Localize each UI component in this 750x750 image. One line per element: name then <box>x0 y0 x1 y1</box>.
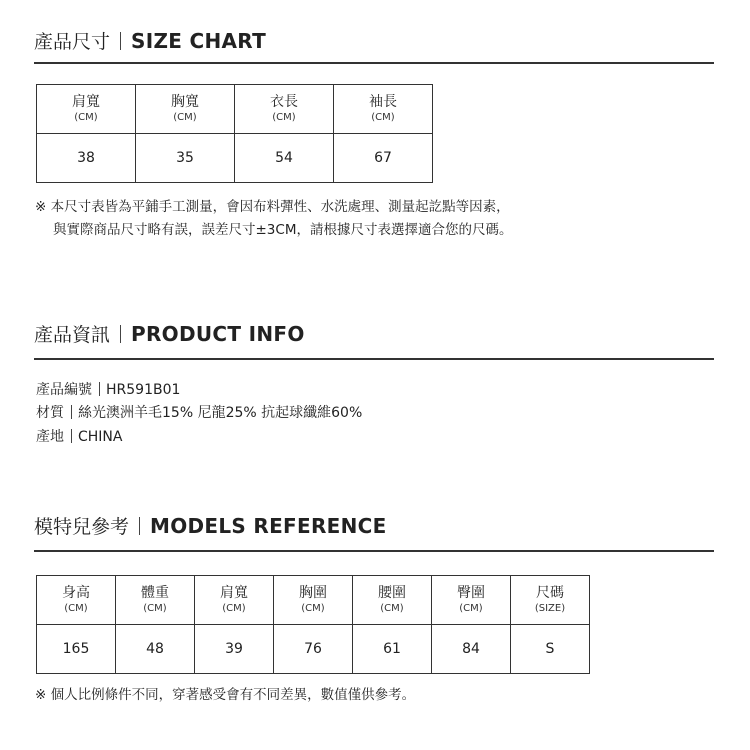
title-divider <box>139 517 140 535</box>
table-header-cell <box>136 85 235 134</box>
product-info-title-en: PRODUCT INFO <box>131 322 305 346</box>
models-reference-note: ※ 個人比例條件不同，穿著感受會有不同差異，數值僅供參考。 <box>35 687 416 703</box>
info-key: 產品編號 <box>36 382 92 398</box>
models-reference-table <box>36 575 590 674</box>
size-chart-title <box>34 31 266 52</box>
title-divider <box>120 325 121 343</box>
table-cell: 48 <box>116 625 195 674</box>
header-unit: (CM) <box>173 112 197 123</box>
table-row <box>37 134 433 183</box>
table-cell: 38 <box>37 134 136 183</box>
table-cell: 35 <box>136 134 235 183</box>
header-label: 衣長 <box>270 94 298 110</box>
table-cell: 67 <box>334 134 433 183</box>
header-label: 腰圍 <box>378 585 406 601</box>
table-header-cell <box>334 85 433 134</box>
table-cell: 84 <box>432 625 511 674</box>
table-cell: 61 <box>353 625 432 674</box>
header-unit: (SIZE) <box>534 603 566 614</box>
table-header-cell <box>195 576 274 625</box>
header-unit: (CM) <box>143 603 167 614</box>
models-reference-title-en: MODELS REFERENCE <box>150 514 387 538</box>
header-label: 尺碼 <box>536 585 564 601</box>
table-cell: S <box>511 625 590 674</box>
info-divider <box>99 382 100 396</box>
info-divider <box>71 405 72 419</box>
header-unit: (CM) <box>371 112 395 123</box>
header-unit: (CM) <box>222 603 246 614</box>
table-row <box>37 625 590 674</box>
table-header-cell <box>235 85 334 134</box>
table-header-cell <box>37 576 116 625</box>
header-unit: (CM) <box>272 112 296 123</box>
table-cell: 165 <box>37 625 116 674</box>
header-label: 袖長 <box>369 94 397 110</box>
table-header-cell <box>353 576 432 625</box>
size-chart-note-line1: ※ 本尺寸表皆為平鋪手工測量，會因布料彈性、水洗處理、測量起訖點等因素， <box>35 199 510 215</box>
info-value: CHINA <box>78 429 123 445</box>
size-chart-title-zh: 產品尺寸 <box>34 31 111 53</box>
section-rule <box>34 62 714 64</box>
header-label: 胸圍 <box>299 585 327 601</box>
table-header-cell <box>274 576 353 625</box>
info-row-product-code <box>36 380 180 400</box>
table-header-cell <box>511 576 590 625</box>
header-unit: (CM) <box>459 603 483 614</box>
info-value: HR591B01 <box>106 382 181 398</box>
models-reference-title-zh: 模特兒參考 <box>34 516 130 538</box>
info-key: 產地 <box>36 429 64 445</box>
header-label: 胸寬 <box>171 94 199 110</box>
section-rule <box>34 358 714 360</box>
size-chart-table <box>36 84 433 183</box>
header-label: 肩寬 <box>220 585 248 601</box>
info-row-origin <box>36 427 122 447</box>
size-chart-title-en: SIZE CHART <box>131 29 267 53</box>
header-unit: (CM) <box>301 603 325 614</box>
table-header-row <box>37 576 590 625</box>
header-unit: (CM) <box>74 112 98 123</box>
header-label: 體重 <box>141 585 169 601</box>
table-header-cell <box>37 85 136 134</box>
table-cell: 54 <box>235 134 334 183</box>
info-key: 材質 <box>36 405 64 421</box>
size-chart-note-line2: 與實際商品尺寸略有誤，誤差尺寸±3CM，請根據尺寸表選擇適合您的尺碼。 <box>53 222 513 238</box>
header-label: 身高 <box>62 585 90 601</box>
table-header-row <box>37 85 433 134</box>
title-divider <box>120 32 121 50</box>
header-unit: (CM) <box>380 603 404 614</box>
table-cell: 76 <box>274 625 353 674</box>
table-cell: 39 <box>195 625 274 674</box>
info-value: 絲光澳洲羊毛15% 尼龍25% 抗起球纖維60% <box>78 405 363 421</box>
info-divider <box>71 429 72 443</box>
header-unit: (CM) <box>64 603 88 614</box>
header-label: 肩寬 <box>72 94 100 110</box>
info-row-material <box>36 403 362 423</box>
section-rule <box>34 550 714 552</box>
table-header-cell <box>432 576 511 625</box>
table-header-cell <box>116 576 195 625</box>
product-info-title-zh: 產品資訊 <box>34 324 111 346</box>
models-reference-title <box>34 516 387 537</box>
product-info-title <box>34 324 305 345</box>
header-label: 臀圍 <box>457 585 485 601</box>
